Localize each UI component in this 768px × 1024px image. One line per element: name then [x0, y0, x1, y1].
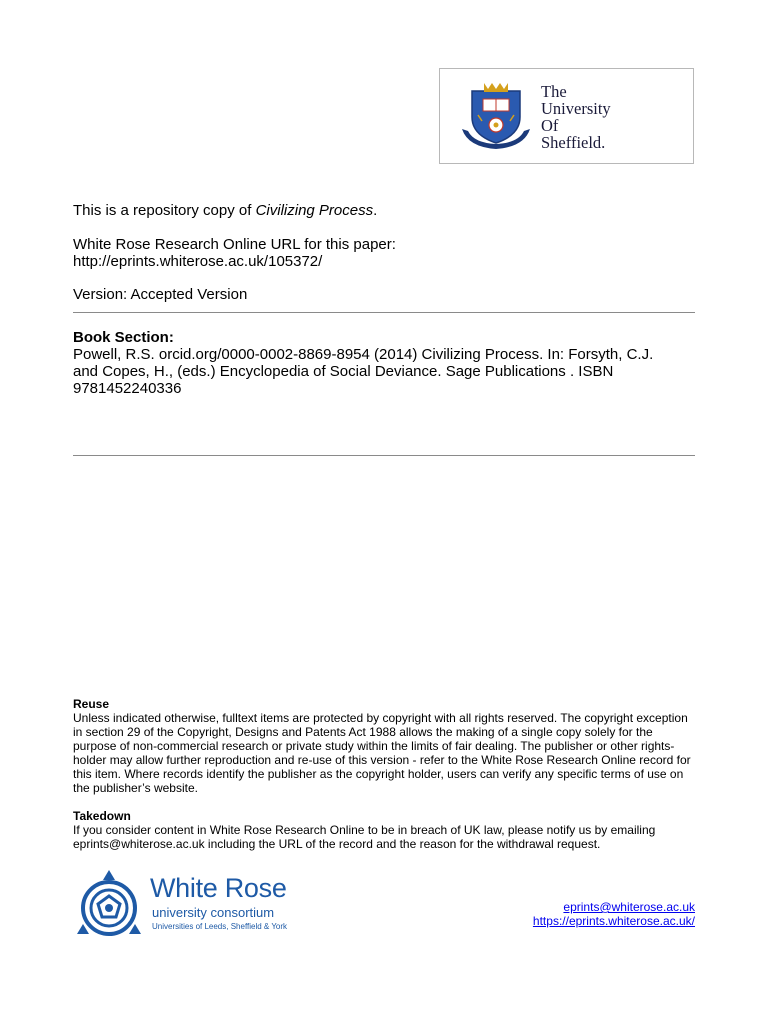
paper-title: Civilizing Process	[255, 202, 374, 219]
divider	[73, 455, 695, 456]
takedown-body: If you consider content in White Rose Research Online to be in breach of UK law, please notify us by emailing eprints@whiterose.ac.uk including the URL of the record and the reason for the withdrawal request.	[73, 823, 656, 851]
white-rose-subtitle: university consortium	[152, 905, 275, 920]
takedown-heading: Takedown	[73, 809, 131, 823]
university-name-line: University	[541, 99, 611, 118]
intro-suffix: .	[373, 202, 378, 219]
university-logo	[439, 68, 694, 164]
white-rose-name: White Rose	[150, 873, 287, 903]
email-link[interactable]: eprints@whiterose.ac.uk	[563, 900, 695, 914]
divider	[73, 312, 695, 313]
repository-intro	[73, 202, 377, 219]
university-crest-icon	[458, 81, 534, 153]
university-name-line: The	[541, 82, 567, 101]
citation-line: Powell, R.S. orcid.org/0000-0002-8869-8954 (2014) Civilizing Process. In: Forsyth, C.J.	[73, 346, 654, 363]
university-name-line: Of	[541, 116, 559, 135]
university-name-line: Sheffield.	[541, 133, 606, 152]
url-label: White Rose Research Online URL for this paper:	[73, 236, 396, 253]
website-link[interactable]: https://eprints.whiterose.ac.uk/	[532, 914, 695, 928]
paper-url[interactable]: http://eprints.whiterose.ac.uk/105372/	[73, 253, 323, 270]
reuse-body: Unless indicated otherwise, fulltext items are protected by copyright with all rights reserved. The copyright exception in section 29 of the Copyright, Designs and Patents Act 1988 allows the making of a single copy solely for the purpose of non-commercial research or private study within the limits of fair dealing. The publisher or other rights-holder may allow further reproduction and re-use of this version - refer to the White Rose Research Online record for this item. Where records identify the publisher as the copyright holder, users can verify any specific terms of use on the publisher’s website.	[73, 711, 691, 795]
book-section-heading: Book Section:	[73, 329, 174, 346]
reuse-section	[73, 697, 695, 795]
citation-line: 9781452240336	[73, 380, 182, 397]
white-rose-logo-icon	[73, 868, 145, 940]
version-text: Version: Accepted Version	[73, 286, 248, 303]
white-rose-universities: Universities of Leeds, Sheffield & York	[152, 922, 288, 931]
university-name	[541, 83, 611, 151]
reuse-heading: Reuse	[73, 697, 110, 711]
intro-prefix: This is a repository copy of	[73, 202, 256, 219]
takedown-section	[73, 809, 695, 851]
citation-line: and Copes, H., (eds.) Encyclopedia of Social Deviance. Sage Publications . ISBN	[73, 363, 614, 380]
citation	[73, 346, 695, 397]
